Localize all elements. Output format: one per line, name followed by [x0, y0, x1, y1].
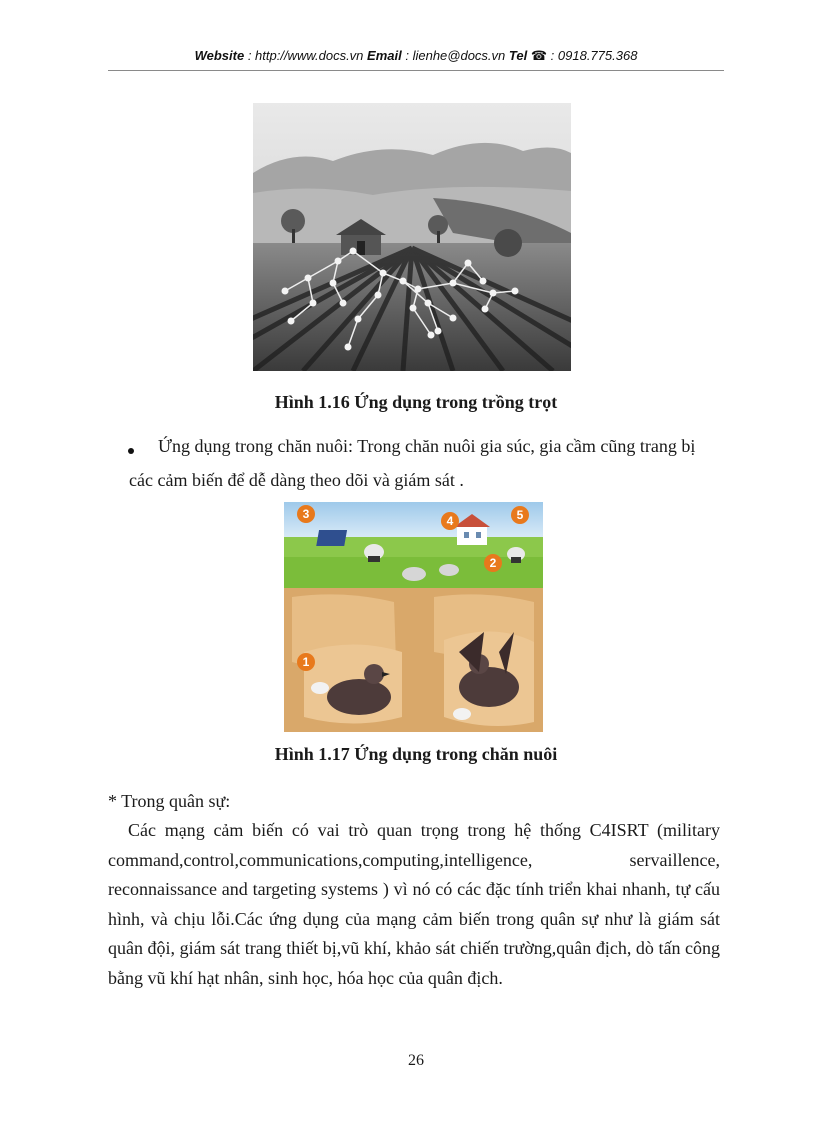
figure-caption-1-17: Hình 1.17 Ứng dụng trong chăn nuôi	[274, 744, 558, 764]
tel-label: Tel	[508, 48, 528, 63]
marker-2: 2	[489, 556, 497, 570]
section-heading-military: * Trong quân sự:	[108, 791, 231, 811]
military-paragraph: Các mạng cảm biến có vai trò quan trọng trong hệ thống C4ISRT (military command,control,communications,computing,intelligence, servaillence, reconnaissance and targeting systems ) vì nó có các đặc tính triển khai nhanh, tự cấu hình, và chịu lỗi.Các ứng dụng của mạng cảm biến trong quân sự như là giám sát quân đội, giám sát trang thiết bị,vũ khí, khảo sát chiến trường,quân địch, dò tấn công bằng vũ khí hạt nhân, sinh học, hóa học của quân địch.	[108, 820, 720, 988]
figure-crop-field	[253, 103, 571, 371]
email-value: : lienhe@docs.vn	[405, 48, 506, 63]
marker-5: 5	[516, 508, 524, 522]
figure-caption-1-16: Hình 1.16 Ứng dụng trong trồng trọt	[274, 392, 558, 412]
website-label: Website	[194, 48, 245, 63]
page-number: 26	[408, 1052, 424, 1069]
bullet-text-line1: Ứng dụng trong chăn nuôi: Trong chăn nuôi gia súc, gia cầm cũng trang bị	[158, 436, 696, 456]
marker-1: 1	[302, 655, 310, 669]
marker-3: 3	[302, 507, 310, 521]
bullet-icon	[128, 448, 134, 454]
website-value: : http://www.docs.vn	[247, 48, 364, 63]
phone-icon: ☎	[530, 48, 548, 63]
tel-value: : 0918.775.368	[550, 48, 638, 63]
page-header	[108, 48, 724, 64]
figure-livestock	[284, 502, 543, 732]
email-label: Email	[367, 48, 402, 63]
bullet-text-line2: các cảm biến để dễ dàng theo dõi và giám sát .	[129, 470, 464, 490]
header-divider	[108, 70, 724, 71]
marker-4: 4	[446, 514, 454, 528]
